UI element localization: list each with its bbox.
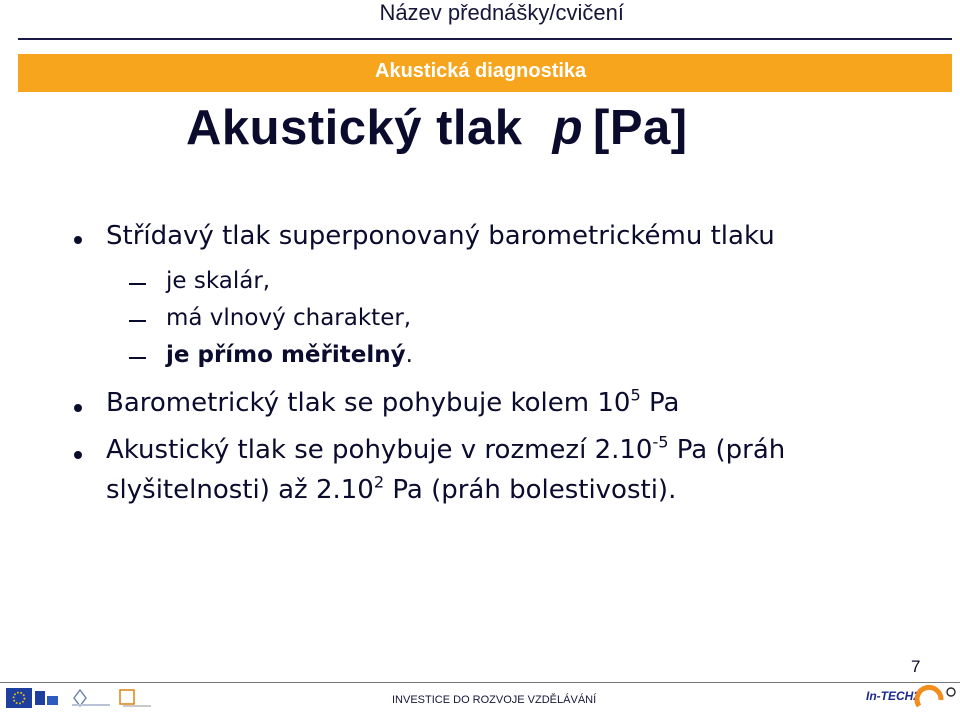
- sub-bullet-item: má vlnový charakter,: [166, 305, 412, 331]
- bullet-text: slyšitelnosti) až 2.10: [106, 475, 374, 505]
- sub-bullet-dash: [129, 357, 146, 359]
- bullet-text: Pa (práh bolestivosti).: [384, 475, 677, 505]
- bullet-dot: [74, 451, 82, 459]
- section-label: Akustická diagnostika: [375, 60, 587, 82]
- slide-title-symbol: p: [552, 101, 583, 155]
- footer-rule: [0, 682, 960, 683]
- op-vk-logo: [118, 688, 154, 708]
- sub-bullet-item: je skalár,: [166, 268, 271, 294]
- page-number: 7: [911, 657, 921, 676]
- course-title: Název přednášky/cvičení: [379, 0, 624, 25]
- slide-title: [186, 100, 688, 156]
- sub-bullet-dash: [129, 320, 146, 322]
- esf-logo: [34, 688, 60, 708]
- bullet-text: Pa: [640, 388, 680, 418]
- slide-title-text: Akustický tlak: [186, 101, 523, 155]
- exponent: 2: [373, 472, 385, 492]
- bullet-dot: [74, 404, 82, 412]
- ministry-logo: [68, 688, 112, 708]
- exponent: -5: [652, 432, 669, 452]
- bullet-text: Pa (práh: [668, 435, 786, 465]
- header-rule: [18, 38, 952, 40]
- eu-flag-logo: [6, 688, 32, 708]
- bullet-item: [106, 385, 680, 418]
- intech-logo-text: In-TECH2: [866, 689, 920, 703]
- sub-bullet-bold-text: je přímo měřitelný: [166, 342, 406, 368]
- sub-bullet-tail: .: [405, 342, 413, 368]
- bullet-item: Střídavý tlak superponovaný barometrickému tlaku: [106, 221, 775, 251]
- slide-title-unit: [Pa]: [593, 101, 688, 155]
- sub-bullet-item: [166, 342, 413, 368]
- bullet-item-continuation: [106, 472, 677, 505]
- bullet-dot: [74, 236, 82, 244]
- bullet-text: Barometrický tlak se pohybuje kolem 10: [106, 388, 631, 418]
- investment-slogan: INVESTICE DO ROZVOJE VZDĚLÁVÁNÍ: [392, 694, 597, 706]
- exponent: 5: [630, 385, 641, 405]
- intech-ring-icon: [913, 684, 957, 710]
- bullet-text: Akustický tlak se pohybuje v rozmezí 2.10: [106, 435, 653, 465]
- sub-bullet-dash: [129, 283, 146, 285]
- section-band: [18, 54, 952, 92]
- bullet-item: [106, 432, 786, 465]
